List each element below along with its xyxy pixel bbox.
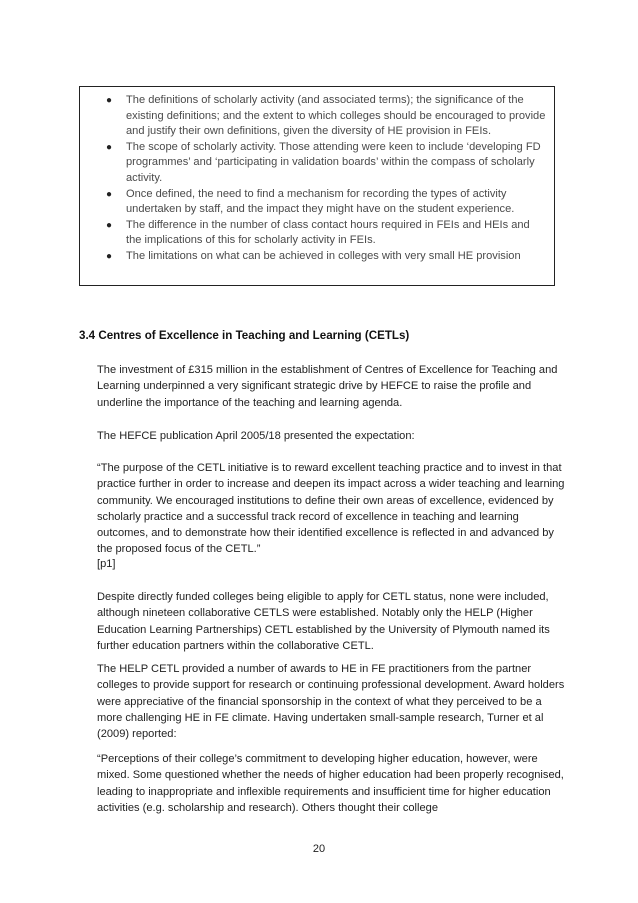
quote-perceptions: “Perceptions of their college’s commitment to developing higher education, however, were mixed. Some questioned whether the needs of higher education had been properly recognised, leading to inappropriate and inflexible requirements and insufficient time for higher education activities (e.g. scholarship and research). Others thought their college bbox=[97, 753, 564, 814]
list-item-text: Once defined, the need to find a mechanism for recording the types of activity undertaken by staff, and the impact they might have on the student experience. bbox=[126, 187, 515, 216]
list-item-text: The scope of scholarly activity. Those attending were keen to include ‘developing FD programmes’ and ‘participating in validation boards’ within the compass of scholarly activity. bbox=[126, 140, 541, 184]
paragraph-help-cetl: The HELP CETL provided a number of awards to HE in FE practitioners from the partner colleges to provide support for research or continuing professional development. Award holders were appreciative of the financial sponsorship in the context of what they perceived to be a more challenging HE in FE climate. Having undertaken small-sample research, Turner et al (2009) reported: bbox=[97, 663, 565, 741]
quote-cetl-purpose: “The purpose of the CETL initiative is to reward excellent teaching practice and to invest in that practice further in order to increase and deepen its impact across a wider teaching and learning community. We encouraged institutions to define their own areas of excellence, evidenced by scholarly practice and a successful track record of excellence in teaching and learning outcomes, and to demonstrate how their identified excellence is reflected in and advanced by the proposed focus of the CETL.” bbox=[97, 462, 565, 556]
bullet-icon: ● bbox=[106, 250, 113, 262]
citation-page-ref: [p1] bbox=[97, 558, 116, 570]
paragraph-hefce-publication: The HEFCE publication April 2005/18 presented the expectation: bbox=[97, 430, 415, 442]
list-item bbox=[90, 93, 548, 140]
paragraph-collaborative-cetls: Despite directly funded colleges being eligible to apply for CETL status, none were included, although nineteen collaborative CETLS were established. Notably only the HELP (Higher Education Learning Partnerships) CETL established by the University of Plymouth named its further education partners within the collaborative CETL. bbox=[97, 591, 550, 652]
section-heading: 3.4 Centres of Excellence in Teaching and Learning (CETLs) bbox=[79, 329, 410, 342]
discussion-points-box bbox=[79, 86, 555, 286]
bullet-icon: ● bbox=[106, 95, 113, 106]
page-number: 20 bbox=[312, 843, 326, 855]
paragraph-investment: The investment of £315 million in the establishment of Centres of Excellence for Teaching and Learning underpinned a very significant strategic drive by HEFCE to raise the profile and underline the importance of the teaching and learning agenda. bbox=[97, 364, 558, 409]
list-item bbox=[90, 140, 548, 187]
bullet-icon: ● bbox=[106, 141, 113, 153]
list-item-text: The limitations on what can be achieved in colleges with very small HE provision bbox=[126, 249, 521, 262]
list-item bbox=[90, 218, 548, 249]
list-item-text: The definitions of scholarly activity (and associated terms); the significance of the existing definitions; and the extent to which colleges should be encouraged to provide and justify their own definitions, given the diversity of HE provision in FEIs. bbox=[126, 94, 546, 138]
list-item bbox=[90, 187, 548, 218]
bullet-icon: ● bbox=[106, 219, 113, 231]
discussion-points-list bbox=[90, 93, 548, 265]
bullet-icon: ● bbox=[106, 188, 113, 200]
list-item-text: The difference in the number of class contact hours required in FEIs and HEIs and the implications of this for scholarly activity in FEIs. bbox=[126, 218, 530, 247]
list-item bbox=[90, 249, 548, 265]
